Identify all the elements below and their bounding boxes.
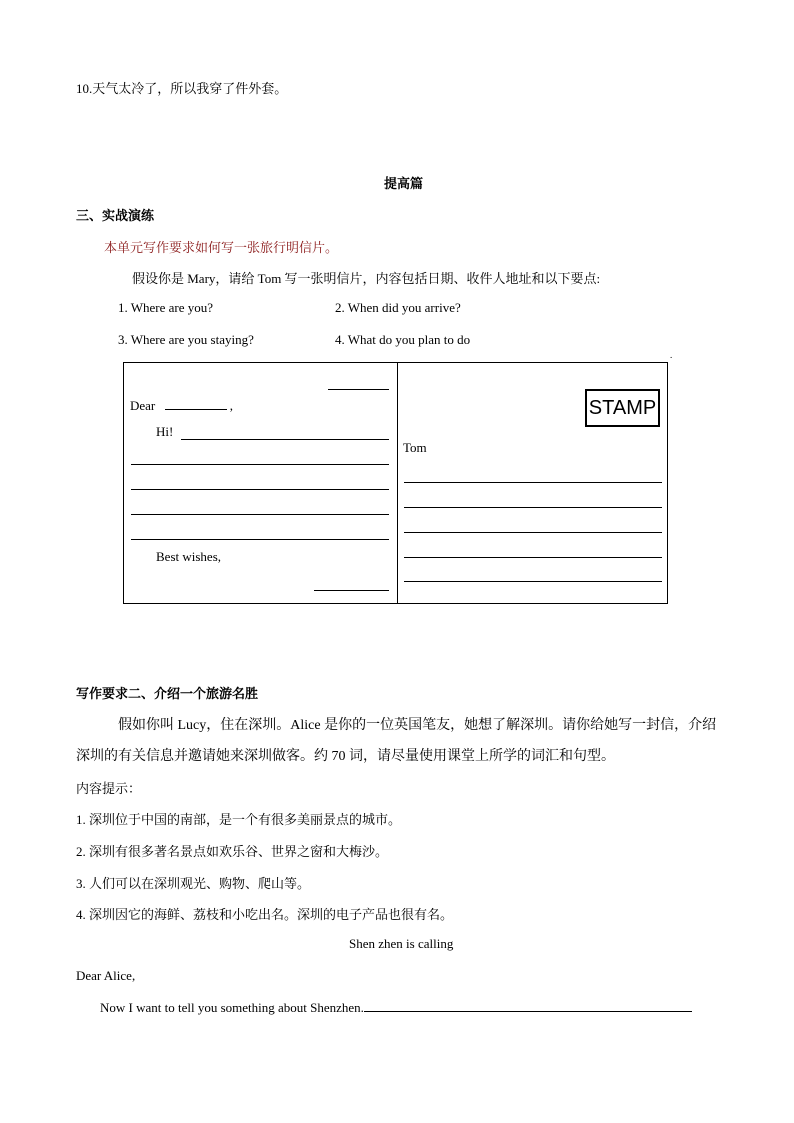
point-4: 4. What do you plan to do: [335, 332, 471, 347]
dear-name-blank[interactable]: [165, 409, 227, 410]
dear-comma: ,: [229, 398, 234, 413]
postcard: [123, 362, 668, 604]
signature-line[interactable]: [314, 590, 389, 591]
item-10: 10.天气太冷了，所以我穿了件外套。: [76, 81, 288, 96]
dear-label: [130, 398, 233, 414]
point-2: 2. When did you arrive?: [335, 300, 461, 315]
task2-heading: 写作要求二、介绍一个旅游名胜: [76, 686, 259, 701]
body-line-2[interactable]: [131, 489, 389, 490]
date-line[interactable]: [328, 389, 389, 390]
best-wishes: Best wishes,: [156, 549, 221, 564]
body-line-3[interactable]: [131, 514, 389, 515]
body-line-4[interactable]: [131, 539, 389, 540]
corner-dot: .: [670, 350, 673, 360]
section-3-heading: 三、实战演练: [76, 208, 155, 223]
address-line-1[interactable]: [404, 482, 662, 483]
letter-title: Shen zhen is calling: [349, 936, 454, 951]
task2-prompt-line1: 假如你叫 Lucy，住在深圳。Alice 是你的一位英国笔友，她想了解深圳。请你给她写一封信，介绍: [118, 718, 717, 733]
hint-4: 4. 深圳因它的海鲜、荔枝和小吃出名。深圳的电子产品也很有名。: [76, 907, 454, 922]
hint-3: 3. 人们可以在深圳观光、购物、爬山等。: [76, 876, 311, 891]
recipient-name: Tom: [403, 440, 427, 455]
task1-prompt: 假设你是 Mary，请给 Tom 写一张明信片，内容包括日期、收件人地址和以下要点:: [132, 271, 601, 286]
letter-answer-blank[interactable]: [364, 1011, 692, 1012]
hi-line[interactable]: [181, 439, 389, 440]
hint-1: 1. 深圳位于中国的南部，是一个有很多美丽景点的城市。: [76, 812, 402, 827]
point-3: 3. Where are you staying?: [118, 332, 254, 347]
body-line-1[interactable]: [131, 464, 389, 465]
letter-opening-row: [100, 1000, 692, 1016]
address-line-5[interactable]: [404, 581, 662, 582]
point-1: 1. Where are you?: [118, 300, 214, 315]
letter-salutation: Dear Alice,: [76, 968, 136, 983]
address-line-4[interactable]: [404, 557, 662, 558]
postcard-divider: [397, 363, 398, 603]
hi-label: Hi!: [156, 424, 174, 439]
task1-intro: 本单元写作要求如何写一张旅行明信片。: [104, 240, 339, 255]
stamp-box: STAMP: [585, 389, 660, 427]
hints-label: 内容提示：: [76, 781, 142, 796]
address-line-3[interactable]: [404, 532, 662, 533]
dear-text: Dear: [130, 398, 156, 413]
hint-2: 2. 深圳有很多著名景点如欢乐谷、世界之窗和大梅沙。: [76, 844, 389, 859]
section-title: 提高篇: [384, 176, 424, 191]
address-line-2[interactable]: [404, 507, 662, 508]
task2-prompt-line2: 深圳的有关信息并邀请她来深圳做客。约 70 词，请尽量使用课堂上所学的词汇和句型。: [76, 749, 615, 764]
letter-opening: Now I want to tell you something about Shenzhen.: [100, 1000, 364, 1015]
